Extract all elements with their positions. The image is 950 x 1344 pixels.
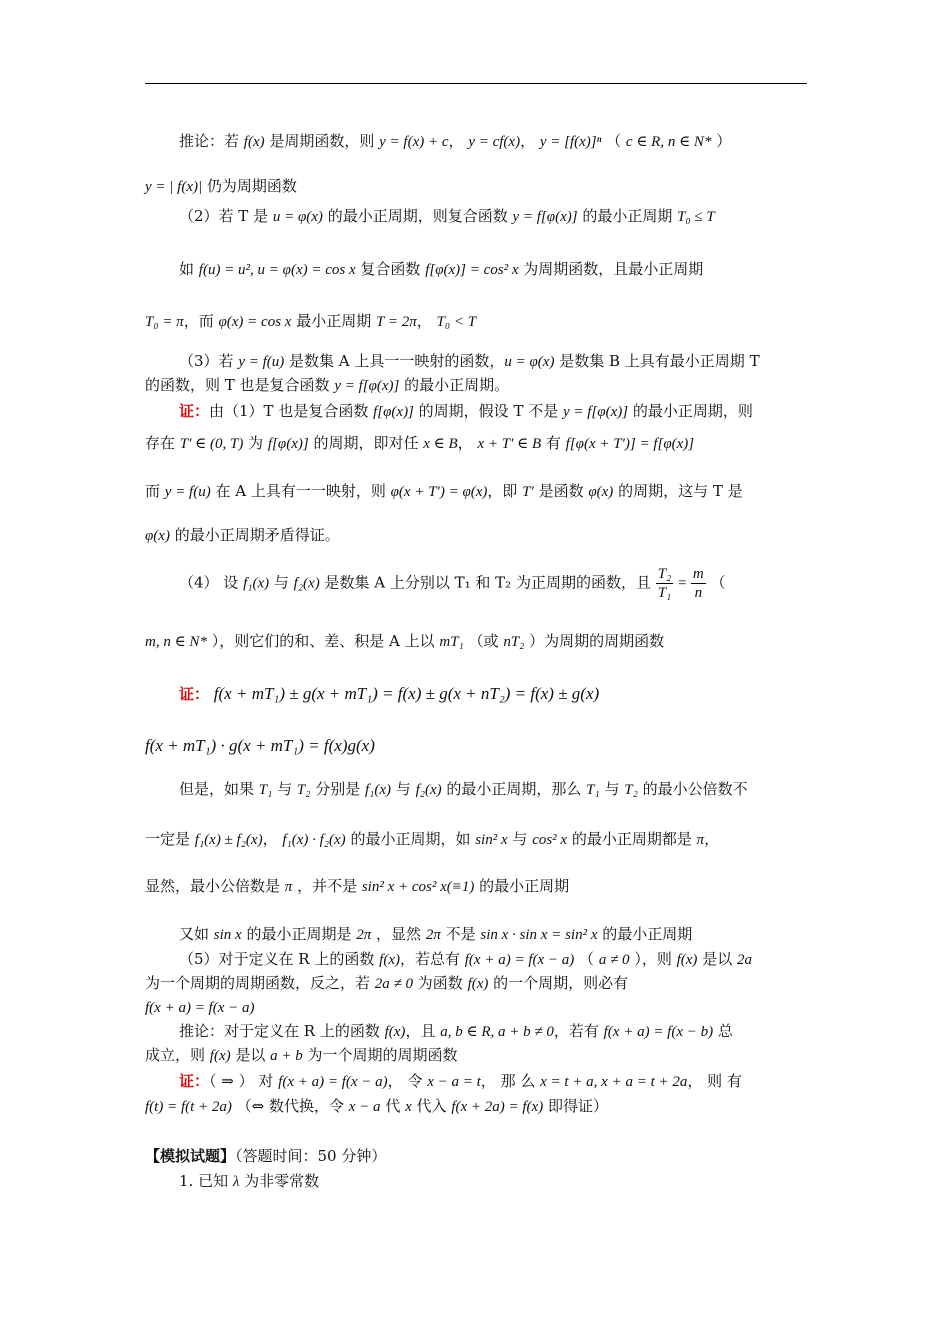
math-expression: cos² x xyxy=(532,832,568,848)
math-expression: T′ ∈ (0, T) xyxy=(179,436,244,452)
math-expression: T = 2π xyxy=(376,314,417,330)
text-run: ， xyxy=(704,830,720,848)
text-line-l23 xyxy=(145,1020,844,1043)
text-run: 为一个周期的周期函数 xyxy=(302,1046,458,1064)
math-expression: x = t + a, x + a = t + 2a xyxy=(540,1074,688,1090)
text-run: （答题时间：50 分钟） xyxy=(235,1147,387,1165)
text-run: （3）若 xyxy=(179,352,239,370)
math-expression: f₁(x) xyxy=(243,575,270,592)
text-run: 与 xyxy=(272,780,297,798)
math-expression: f(x + mT₁) · g(x + mT₁) = f(x)g(x) xyxy=(145,736,375,755)
text-run: 的最小正周期是 xyxy=(241,925,357,943)
text-run: 在 A 上具有一一映射，则 xyxy=(210,482,391,500)
math-expression: y = f(u) xyxy=(238,354,285,370)
text-run: ， 则 有 xyxy=(687,1072,742,1090)
text-line-l6 xyxy=(145,350,844,373)
math-expression: c ∈ R, n ∈ N* xyxy=(625,134,712,150)
text-run: ），则它们的和、差、积是 A 上以 xyxy=(206,632,440,650)
math-expression: y = cf(x) xyxy=(468,134,521,150)
proof-label: 证： xyxy=(179,685,210,703)
math-expression: T′ xyxy=(522,484,534,500)
math-expression: 2a ≠ 0 xyxy=(374,976,414,992)
proof-label: 证： xyxy=(179,402,210,420)
math-expression: f(x + a) = f(x − a) xyxy=(145,1000,255,1016)
text-run: 是以 xyxy=(230,1046,271,1064)
text-run: （5）对于定义在 R 上的函数 xyxy=(179,950,380,968)
text-run: 由（1）T 也是复合函数 xyxy=(209,402,374,420)
text-run: （4） 设 xyxy=(179,573,244,592)
math-expression: f₂(x) xyxy=(293,575,320,592)
text-run: 存在 xyxy=(145,434,180,452)
text-run: 分别是 xyxy=(310,780,365,798)
text-run: 是数集 A 上分别以 T₁ 和 T₂ 为正周期的函数，且 xyxy=(319,573,656,592)
text-run: ，且 xyxy=(405,1022,441,1040)
math-expression: f₂(x) xyxy=(415,782,442,798)
text-run: ，而 xyxy=(183,312,219,330)
text-run: ，即 xyxy=(487,482,523,500)
text-line-l27 xyxy=(145,1145,810,1167)
text-line-l14 xyxy=(145,683,844,705)
text-run: 是数集 A 上具一一映射的函数， xyxy=(284,352,505,370)
text-run: 的最小正周期。 xyxy=(399,376,510,394)
text-line-l15 xyxy=(145,735,810,757)
text-line-l9 xyxy=(145,432,810,455)
math-expression: T₀ < T xyxy=(436,314,477,330)
text-run: 的函数，则 T 也是复合函数 xyxy=(145,376,335,394)
text-run: ， xyxy=(520,132,540,150)
text-line-l12 xyxy=(145,565,844,602)
text-run: 的最小公倍数不 xyxy=(637,780,748,798)
math-expression: φ(x) xyxy=(145,528,170,544)
math-expression: a ≠ 0 xyxy=(598,952,630,968)
math-expression: T₂ xyxy=(624,782,638,798)
text-run: 不是 xyxy=(440,925,481,943)
text-run: 为 xyxy=(243,434,268,452)
fraction-numerator: T₂ xyxy=(657,566,672,582)
text-run: 成立，则 xyxy=(145,1046,210,1064)
text-run: 为周期函数，且最小正周期 xyxy=(518,260,704,278)
math-expression: f₁(x) · f₂(x) xyxy=(282,832,346,848)
math-expression: y = f(x) + c xyxy=(379,134,449,150)
math-expression: sin x xyxy=(213,927,242,943)
fraction xyxy=(691,565,706,602)
text-line-l7 xyxy=(145,374,810,397)
math-expression: sin x · sin x = sin² x xyxy=(480,927,598,943)
text-run: 显然，最小公倍数是 xyxy=(145,877,285,895)
text-run: （或 xyxy=(463,632,504,650)
math-expression: nT₂ xyxy=(503,634,525,650)
text-run: 的最小正周期 xyxy=(577,207,678,225)
text-run: 与 xyxy=(507,830,533,848)
text-line-l26 xyxy=(145,1095,810,1118)
math-expression: f(x + 2a) = f(x) xyxy=(451,1099,544,1115)
text-run: ，若总有 xyxy=(399,950,465,968)
text-run: 是函数 xyxy=(533,482,589,500)
text-run: （ xyxy=(574,950,599,968)
math-expression: x − a = t xyxy=(427,1074,481,1090)
text-line-l11 xyxy=(145,524,810,547)
fraction-denominator: T₁ xyxy=(657,585,672,601)
text-run: 有 xyxy=(541,434,566,452)
text-run: 最小正周期 xyxy=(291,312,377,330)
math-expression: y = [f(x)]ⁿ xyxy=(539,134,602,150)
text-run: ），则 xyxy=(629,950,677,968)
math-expression: f₁(x) ± f₂(x) xyxy=(194,832,263,848)
math-expression: x − a xyxy=(348,1099,381,1115)
text-run: （⇔ 数代换，令 xyxy=(231,1097,349,1115)
section-heading: 【模拟试题】 xyxy=(145,1147,236,1165)
math-expression: f(x) xyxy=(676,952,698,968)
math-expression: f(x) xyxy=(209,1048,231,1064)
math-expression: π xyxy=(696,832,705,848)
text-run: 与 xyxy=(391,780,416,798)
text-run: 推论：若 xyxy=(179,132,244,150)
text-run: 又如 xyxy=(179,925,214,943)
text-run: （2）若 T 是 xyxy=(179,207,273,225)
text-run: 为一个周期的周期函数，反之，若 xyxy=(145,974,375,992)
text-run: 的周期，即对任 xyxy=(308,434,424,452)
math-expression: f[φ(x)] = cos² x xyxy=(425,262,519,278)
text-run: 但是，如果 xyxy=(179,780,259,798)
math-expression: f(x + mT₁) ± g(x + mT₁) = f(x) ± g(x + nT₂) = f(x) ± g(x) xyxy=(213,684,600,703)
text-run: ， 令 xyxy=(387,1072,428,1090)
text-line-l24 xyxy=(145,1044,810,1067)
text-run: ， xyxy=(416,312,437,330)
text-run: ， xyxy=(457,434,478,452)
math-expression: f(u) = u², u = φ(x) = cos x xyxy=(198,262,356,278)
text-line-l8 xyxy=(145,400,844,423)
math-expression: = xyxy=(673,575,691,592)
math-expression: x + T′ ∈ B xyxy=(477,436,542,452)
text-run: （ xyxy=(601,132,626,150)
math-expression: y = f[φ(x)] xyxy=(562,404,629,420)
text-line-l19 xyxy=(145,923,844,946)
math-expression: f(x) xyxy=(467,976,489,992)
math-expression: π xyxy=(284,879,293,895)
math-expression: f[φ(x)] xyxy=(267,436,309,452)
text-run: ， xyxy=(448,132,469,150)
text-line-l22 xyxy=(145,996,810,1019)
math-expression: T₁ xyxy=(586,782,600,798)
text-run: ，并不是 xyxy=(292,877,362,895)
text-run: 的最小正周期，则 xyxy=(628,402,753,420)
text-line-l16 xyxy=(145,778,844,801)
text-run: 而 xyxy=(145,482,165,500)
math-expression: u = φ(x) xyxy=(504,354,555,370)
math-expression: 2π xyxy=(356,927,372,943)
math-expression: T₀ = π xyxy=(145,314,184,330)
text-line-l13 xyxy=(145,630,810,653)
text-run: 的周期，假设 T 不是 xyxy=(413,402,563,420)
math-expression: u = φ(x) xyxy=(272,209,323,225)
text-run: ， xyxy=(262,830,283,848)
text-line-l28 xyxy=(145,1170,844,1193)
math-expression: sin² x + cos² x(≡1) xyxy=(361,879,475,895)
math-expression: f[φ(x)] xyxy=(373,404,414,420)
math-expression: f(x) xyxy=(243,134,265,150)
text-run: 代入 xyxy=(411,1097,452,1115)
text-line-l18 xyxy=(145,875,810,898)
proof-label: 证： xyxy=(179,1072,210,1090)
text-line-l5 xyxy=(145,310,810,333)
text-run: 为非零常数 xyxy=(239,1172,320,1190)
text-run: 的最小正周期矛盾得证。 xyxy=(169,526,340,544)
text-run: 与 xyxy=(599,780,625,798)
text-line-l4 xyxy=(145,258,844,281)
text-line-l2 xyxy=(145,175,810,198)
text-run: 如 xyxy=(179,260,199,278)
text-run: ）为周期的周期函数 xyxy=(524,632,665,650)
text-line-l17 xyxy=(145,828,810,851)
math-expression: 2a xyxy=(736,952,752,968)
math-expression: f(x + a) = f(x − a) xyxy=(278,1074,388,1090)
fraction-numerator: m xyxy=(692,566,704,582)
math-expression: y = f[φ(x)] xyxy=(334,378,400,394)
math-expression: f(x + a) = f(x − b) xyxy=(603,1024,714,1040)
text-run: ， 那 么 xyxy=(480,1072,541,1090)
math-expression: f(t) = f(t + 2a) xyxy=(145,1099,232,1115)
math-expression: φ(x) = cos x xyxy=(218,314,292,330)
text-run: 复合函数 xyxy=(355,260,426,278)
text-run: 的一个周期，则必有 xyxy=(488,974,629,992)
text-line-l20 xyxy=(145,948,844,971)
math-expression: x xyxy=(405,1099,412,1115)
text-run: （ xyxy=(705,573,726,592)
math-expression: f(x) xyxy=(384,1024,406,1040)
text-run: 的最小正周期，则复合函数 xyxy=(322,207,513,225)
text-run: 推论：对于定义在 R 上的函数 xyxy=(179,1022,385,1040)
math-expression: T₁ xyxy=(258,782,273,798)
text-run: 是以 xyxy=(697,950,737,968)
math-expression: f₁(x) xyxy=(365,782,392,798)
math-expression: T₂ xyxy=(296,782,311,798)
math-expression: x ∈ B xyxy=(423,436,458,452)
math-expression: f(x) xyxy=(379,952,400,968)
math-expression: f(x + a) = f(x − a) xyxy=(464,952,575,968)
math-expression: sin² x xyxy=(475,832,508,848)
text-run: 的最小正周期，如 xyxy=(345,830,476,848)
text-run: ，若有 xyxy=(553,1022,604,1040)
math-expression: a, b ∈ R, a + b ≠ 0 xyxy=(440,1024,554,1040)
fraction xyxy=(656,565,674,602)
math-expression: λ xyxy=(232,1174,240,1190)
math-expression: φ(x) xyxy=(588,484,614,500)
text-run: 的最小正周期都是 xyxy=(567,830,697,848)
text-run: 的最小正周期 xyxy=(597,925,693,943)
text-run: 的最小正周期 xyxy=(474,877,570,895)
math-expression: a + b xyxy=(270,1048,303,1064)
math-expression: T₀ ≤ T xyxy=(677,209,715,225)
math-expression: y = f[φ(x)] xyxy=(512,209,578,225)
text-line-l3 xyxy=(145,205,844,228)
text-line-l21 xyxy=(145,972,810,995)
text-run: 是周期函数，则 xyxy=(264,132,380,150)
text-run: 与 xyxy=(269,573,294,592)
math-expression: mT₁ xyxy=(439,634,464,650)
text-run: 仍为周期函数 xyxy=(202,177,297,195)
text-run: 的最小正周期，那么 xyxy=(441,780,587,798)
text-run: 一定是 xyxy=(145,830,195,848)
text-run: 的周期，这与 T 是 xyxy=(613,482,743,500)
fraction-denominator: n xyxy=(694,585,703,601)
math-expression: 2π xyxy=(425,927,441,943)
text-run: 为函数 xyxy=(413,974,468,992)
text-line-l10 xyxy=(145,480,810,503)
text-run: （ ⇒ ） 对 xyxy=(209,1072,279,1090)
text-run: ） xyxy=(711,132,732,150)
text-run: 是数集 B 上具有最小正周期 T xyxy=(554,352,760,370)
text-line-l1 xyxy=(145,130,844,153)
math-expression: m, n ∈ N* xyxy=(145,634,207,650)
math-expression: f[φ(x + T′)] = f[φ(x)] xyxy=(565,436,695,452)
text-run: 1. 已知 xyxy=(179,1172,233,1190)
header-rule xyxy=(145,83,807,84)
text-line-l25 xyxy=(145,1070,844,1093)
math-expression: φ(x + T′) = φ(x) xyxy=(390,484,488,500)
math-expression: y = f(u) xyxy=(164,484,211,500)
text-run: 即得证） xyxy=(543,1097,608,1115)
text-run: 代 xyxy=(380,1097,406,1115)
math-expression: y = | f(x)| xyxy=(145,179,203,195)
text-run: 总 xyxy=(713,1022,733,1040)
text-run: ，显然 xyxy=(371,925,426,943)
